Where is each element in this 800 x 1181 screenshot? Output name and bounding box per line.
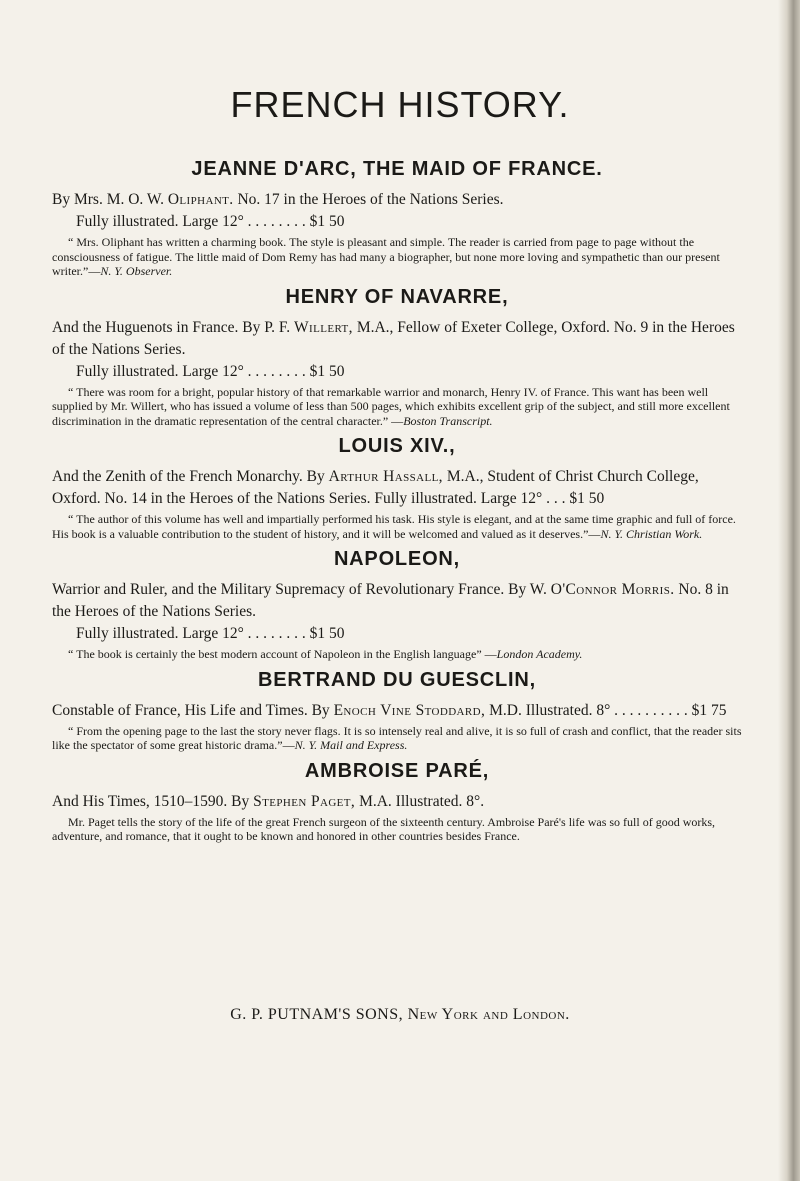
entry-line1-post: No. 17 in the Heroes of the Nations Series. <box>233 191 504 208</box>
entry-line1-pre: And the Huguenots in France. By P. F. <box>52 318 295 336</box>
entry-author: Arthur Hassall, <box>328 468 443 485</box>
entry-description <box>52 579 742 645</box>
publisher-imprint: G. P. PUTNAM'S SONS, New York and London. <box>230 1006 570 1023</box>
page-title: FRENCH HISTORY. <box>230 84 570 125</box>
entry-author: Oliphant. <box>167 191 234 208</box>
entry-author: Willert, <box>294 318 353 336</box>
review-source: N. Y. Mail and Express. <box>294 738 408 752</box>
entry-author: Stephen Paget, <box>253 792 356 810</box>
entry-title: LOUIS XIV., <box>338 435 456 457</box>
entry-author: Enoch Vine Stoddard, <box>333 701 486 719</box>
entry-title: JEANNE D'ARC, THE MAID OF FRANCE. <box>191 158 603 180</box>
entry-line1-pre: Constable of France, His Life and Times. By <box>52 701 334 719</box>
entry-louis-xiv <box>52 435 742 541</box>
entry-description <box>52 317 742 383</box>
entry-line1-pre: And His Times, 1510–1590. By <box>52 792 254 810</box>
review-text: “ The book is certainly the best modern account of Napoleon in the English language” — <box>68 647 497 661</box>
entry-ambroise-pare <box>52 760 742 844</box>
review-text: “ From the opening page to the last the story never flags. It is so intensely real and alive, it is so full of crash and conflict, that the reader sits like the spectator of some great historic drama.”— <box>52 723 742 752</box>
entry-review <box>52 385 742 429</box>
entry-description <box>52 189 742 233</box>
entries-list <box>52 158 742 844</box>
entry-price-line: Fully illustrated. Large 12° . . . . . . . . $1 50 <box>76 625 345 642</box>
review-text: “ The author of this volume has well and impartially performed his task. His style is elegant, and at the same time graphic and full of force. His book is a valuable contribution to the student of history, and it will be welcomed and valued as it deserves.”— <box>52 512 736 541</box>
entry-author: O'Connor Morris. <box>550 581 675 598</box>
entry-line1-post: M.A., Student of Christ Church College, Oxford. No. 14 in the Heroes of the Nations Series. Fully illustrated. Large 12° . . . $1 50 <box>52 468 699 507</box>
entry-price-line: Fully illustrated. Large 12° . . . . . . . . $1 50 <box>76 362 345 380</box>
entry-title: BERTRAND DU GUESCLIN, <box>258 668 536 691</box>
entry-review <box>52 724 742 753</box>
entry-description <box>52 791 742 813</box>
entry-line1-post: M.A. Illustrated. 8°. <box>355 792 485 810</box>
entry-line1-pre: And the Zenith of the French Monarchy. By <box>52 468 329 485</box>
entry-line1-pre: Warrior and Ruler, and the Military Supremacy of Revolutionary France. By W. <box>52 581 551 598</box>
review-source: Boston Transcript. <box>403 413 493 428</box>
entry-review <box>52 512 742 541</box>
review-text: “ Mrs. Oliphant has written a charming book. The style is pleasant and simple. The reader is carried from page to page without the consciousness of fatigue. The little maid of Dom Remy has had many a biographer, but none more loving and sympathetic than our present writer.”— <box>52 235 720 278</box>
entry-du-guesclin <box>52 669 742 753</box>
entry-title: HENRY OF NAVARRE, <box>285 285 509 308</box>
entry-line1-pre: By Mrs. M. O. W. <box>52 191 168 208</box>
entry-description <box>52 466 742 510</box>
entry-henry-of-navarre <box>52 286 742 429</box>
review-text: “ There was room for a bright, popular history of that remarkable warrior and monarch, Henry IV. of France. This want has been well supplied by Mr. Willert, who has issued a volume of less than 500 pages, which exhibits excellent grip of the subject, and still more excellent discrimination in the dramatic representation of the central character.” — <box>52 384 730 428</box>
review-source: London Academy. <box>496 647 583 661</box>
entry-title: NAPOLEON, <box>333 548 461 570</box>
entry-jeanne-darc <box>52 158 742 279</box>
entry-line1-post: M.D. Illustrated. 8° . . . . . . . . . . $1 75 <box>485 701 727 719</box>
book-spine-edge <box>778 0 800 1181</box>
review-text: Mr. Paget tells the story of the life of the great French surgeon of the sixteenth century. Ambroise Paré's life was so full of good works, adventure, and romance, that it ought to be known and honored in other countries besides France. <box>52 814 716 843</box>
entry-review <box>52 647 742 662</box>
entry-line1-post: No. 8 in the Heroes of the Nations Series. <box>52 581 729 620</box>
entry-napoleon <box>52 548 742 662</box>
entry-review <box>52 815 742 844</box>
review-source: N. Y. Observer. <box>100 264 173 278</box>
entry-title: AMBROISE PARÉ, <box>304 759 490 782</box>
entry-price-line: Fully illustrated. Large 12° . . . . . . . . $1 50 <box>76 213 345 230</box>
entry-line1-post: M.A., Fellow of Exeter College, Oxford. No. 9 in the Heroes of the Nations Series. <box>52 318 735 358</box>
entry-description <box>52 700 742 722</box>
entry-review <box>52 235 742 279</box>
review-source: N. Y. Christian Work. <box>600 526 703 541</box>
